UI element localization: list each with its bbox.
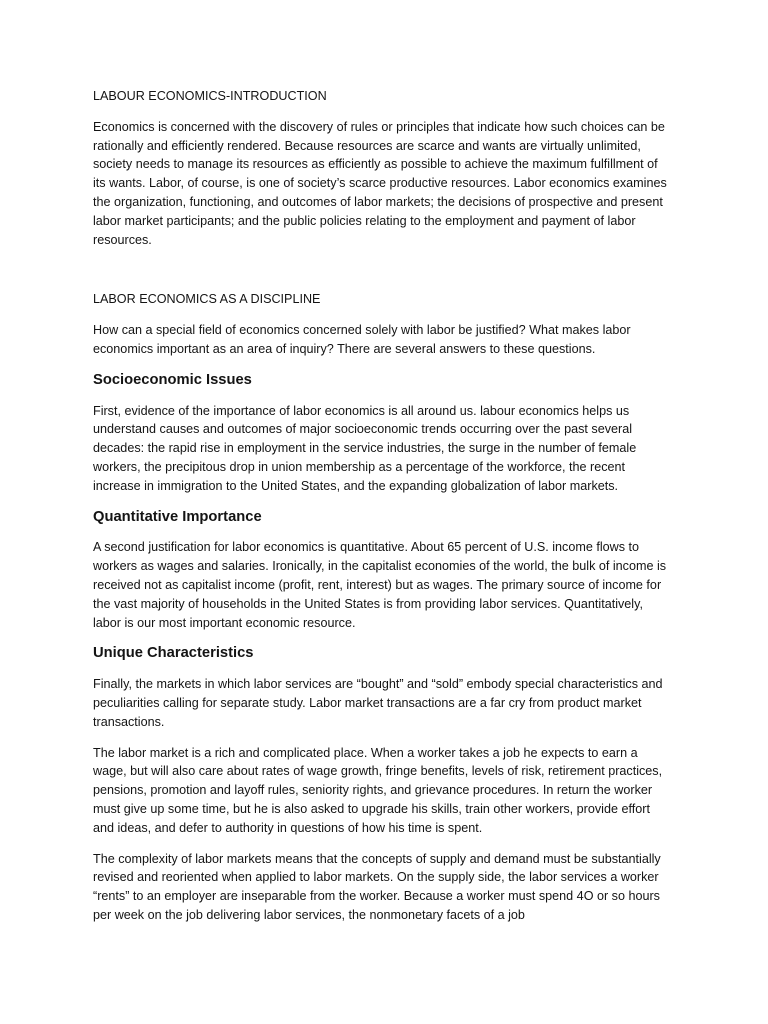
complexity-paragraph: The complexity of labor markets means that the concepts of supply and demand must be substantially revised and reoriented when applied to labor markets. On the supply side, the labor services a worker “rents” to an employer are inseparable from the worker. Because a worker must spend 4O or so hours per week on the job delivering labor services, the nonmonetary facets of a job (93, 851, 661, 922)
intro-paragraph: Economics is concerned with the discovery of rules or principles that indicate how such choices can be rationally and efficiently rendered. Because resources are scarce and wants are virtually unlimited, society needs to manage its resources as efficiently as possible to achieve the maximum fulfillment of its wants. Labor, of course, is one of society’s scarce productive resources. Labor economics examines the organization, functioning, and outcomes of labor markets; the decisions of prospective and present labor market participants; and the public policies relating to the employment and payment of labor resources. (93, 119, 667, 247)
unique-title: Unique Characteristics (93, 645, 254, 662)
intro-title: LABOUR ECONOMICS-INTRODUCTION (93, 89, 327, 103)
quantitative-paragraph: A second justification for labor economics is quantitative. About 65 percent of U.S. income flows to workers as wages and salaries. Ironically, in the capitalist economies of the world, the bulk of income is received not as capitalist income (profit, rent, interest) but as wages. The primary source of income for the vast majority of households in the United States is from providing labor services. Quantitatively, labor is our most important economic resource. (93, 540, 667, 630)
socioeconomic-paragraph: First, evidence of the importance of labor economics is all around us. labour economics helps us understand causes and outcomes of major socioeconomic trends occurring over the past several decades: the rapid rise in employment in the service industries, the surge in the number of female workers, the precipitous drop in union membership as a percentage of the workforce, the recent increase in immigration to the United States, and the expanding globalization of labor markets. (93, 403, 637, 493)
discipline-title: LABOR ECONOMICS AS A DISCIPLINE (93, 292, 321, 307)
discipline-paragraph: How can a special field of economics concerned solely with labor be justified? What makes labor economics important as an area of inquiry? There are several answers to these questions. (93, 323, 631, 356)
socioeconomic-title: Socioeconomic Issues (93, 371, 252, 388)
labor-market-paragraph: The labor market is a rich and complicated place. When a worker takes a job he expects to earn a wage, but will also care about rates of wage growth, fringe benefits, levels of risk, retirement practices, pensions, promotion and layoff rules, seniority rights, and grievance procedures. In return the worker must give up some time, but he is also asked to upgrade his skills, train other workers, provide effort and ideas, and defer to authority in questions of how his time is spent. (93, 745, 663, 835)
quantitative-title: Quantitative Importance (93, 508, 262, 525)
unique-paragraph: Finally, the markets in which labor services are “bought” and “sold” embody special characteristics and peculiarities calling for separate study. Labor market transactions are a far cry from product market transactions. (93, 677, 663, 729)
